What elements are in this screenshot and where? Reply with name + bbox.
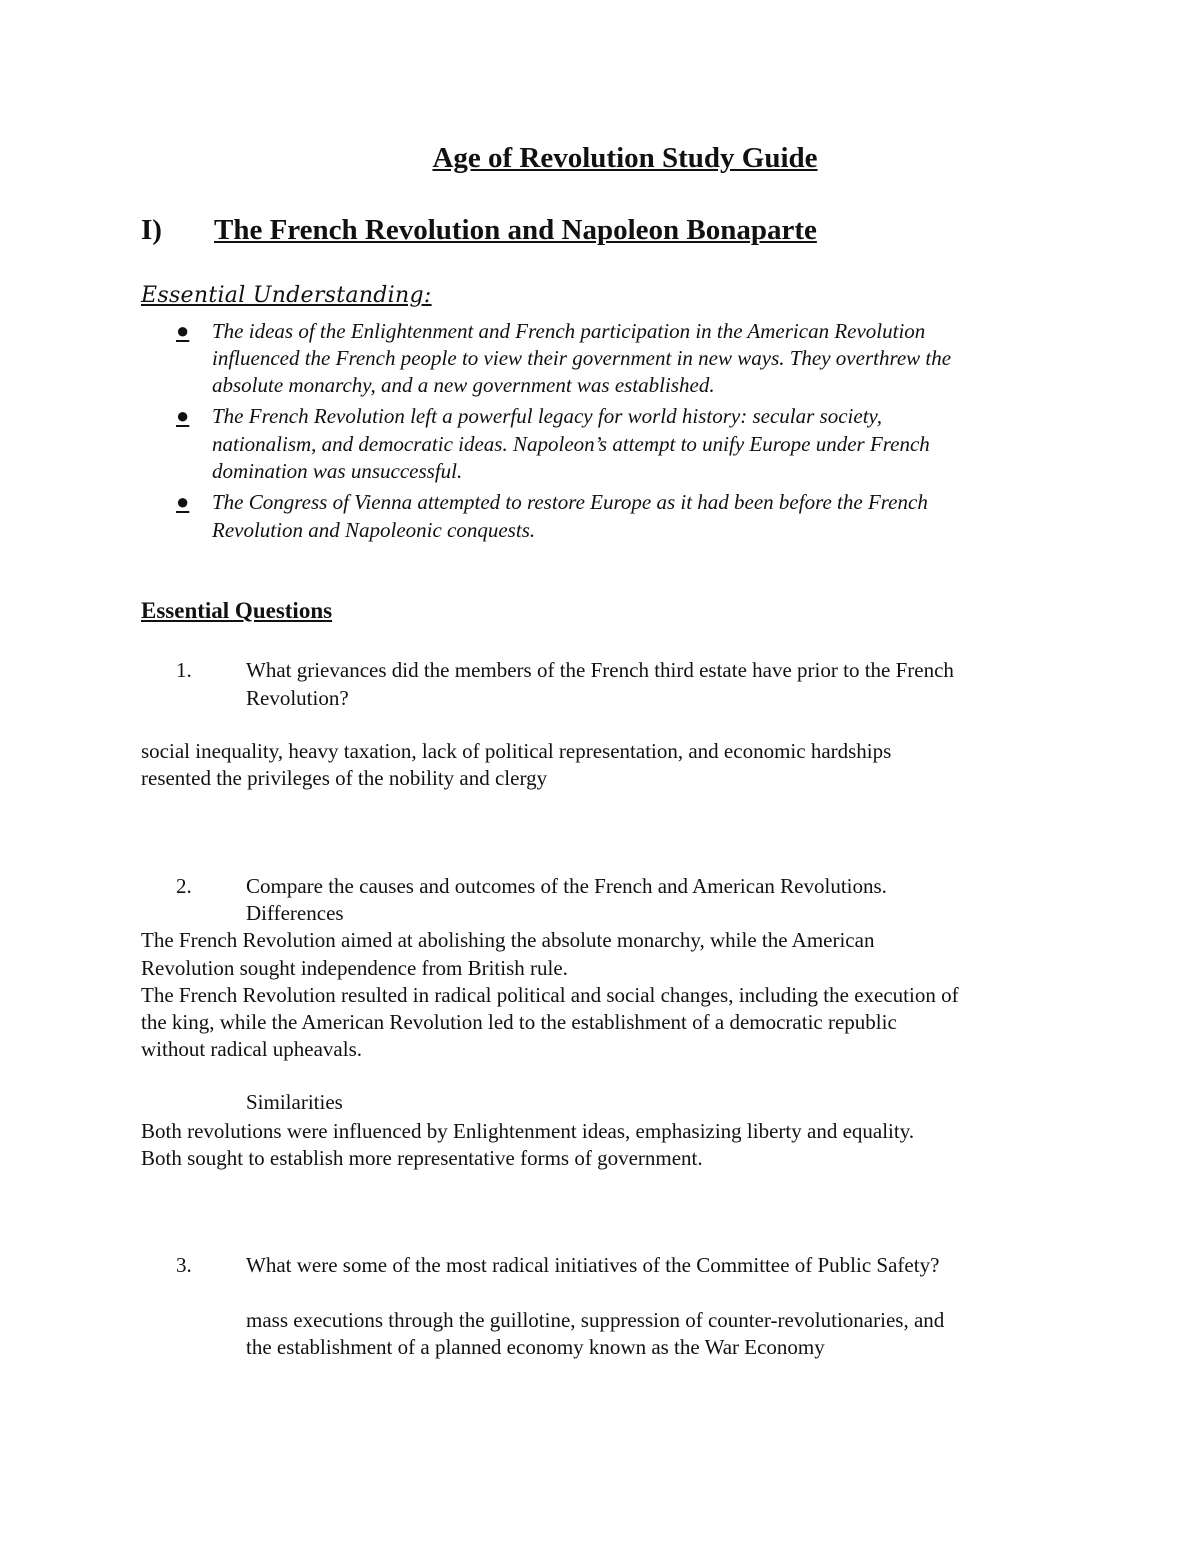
answer-1-line-1: social inequality, heavy taxation, lack of political representation, and economic hardships	[141, 739, 892, 763]
essential-questions-label: Essential Questions	[141, 598, 333, 623]
question-2-text: Compare the causes and outcomes of the French and American Revolutions.	[246, 874, 887, 898]
similarities-line-2: Both sought to establish more representative forms of government.	[141, 1146, 703, 1170]
answer-3-line-2: the establishment of a planned economy known as the War Economy	[246, 1335, 825, 1359]
essential-understanding-label: Essential Understanding:	[141, 283, 432, 308]
question-2-number: 2.	[176, 874, 192, 898]
differences-label: Differences	[246, 901, 344, 925]
differences-line-5: without radical upheavals.	[141, 1037, 363, 1061]
bullet-icon: ●	[176, 489, 190, 514]
question-1-line-1: What grievances did the members of the French third estate have prior to the French	[246, 658, 954, 682]
bullet-3-line-2: Revolution and Napoleonic conquests.	[212, 518, 536, 542]
similarities-line-1: Both revolutions were influenced by Enlightenment ideas, emphasizing liberty and equality.	[141, 1119, 915, 1143]
bullet-icon: ●	[176, 318, 190, 343]
bullet-2-line-2: nationalism, and democratic ideas. Napoleon’s attempt to unify Europe under French	[212, 432, 930, 456]
document-title: Age of Revolution Study Guide	[432, 142, 818, 174]
bullet-icon: ●	[176, 403, 190, 428]
answer-1-line-2: resented the privileges of the nobility and clergy	[141, 766, 548, 790]
bullet-3-line-1: The Congress of Vienna attempted to restore Europe as it had been before the French	[212, 490, 928, 514]
bullet-2-line-1: The French Revolution left a powerful legacy for world history: secular society,	[212, 404, 882, 428]
bullet-1-line-3: absolute monarchy, and a new government was established.	[212, 373, 715, 397]
question-3-number: 3.	[176, 1253, 192, 1277]
answer-3-line-1: mass executions through the guillotine, suppression of counter-revolutionaries, and	[246, 1308, 945, 1332]
section-heading	[141, 214, 817, 247]
section-number: I)	[141, 214, 162, 246]
differences-line-4: the king, while the American Revolution led to the establishment of a democratic republic	[141, 1010, 897, 1034]
bullet-1-line-1: The ideas of the Enlightenment and French participation in the American Revolution	[212, 319, 926, 343]
bullet-1-line-2: influenced the French people to view their government in new ways. They overthrew the	[212, 346, 952, 370]
question-1-number: 1.	[176, 658, 192, 682]
differences-line-3: The French Revolution resulted in radical political and social changes, including the execution of	[141, 983, 959, 1007]
question-1-line-2: Revolution?	[246, 686, 349, 710]
similarities-label: Similarities	[246, 1090, 343, 1114]
section-heading-text: The French Revolution and Napoleon Bonaparte	[214, 214, 817, 246]
question-3-text: What were some of the most radical initiatives of the Committee of Public Safety?	[246, 1253, 940, 1277]
bullet-2-line-3: domination was unsuccessful.	[212, 459, 463, 483]
differences-line-1: The French Revolution aimed at abolishing the absolute monarchy, while the American	[141, 928, 875, 952]
differences-line-2: Revolution sought independence from British rule.	[141, 956, 568, 980]
